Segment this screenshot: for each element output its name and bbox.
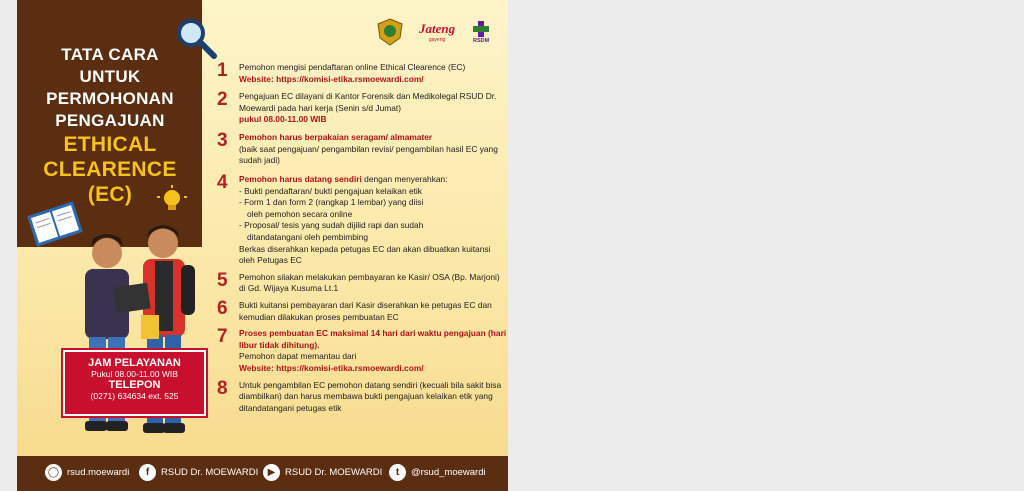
step-text: Pengajuan EC dilayani di Kantor Forensik dan Medikolegal RSUD Dr. Moewardi pada hari kerja (Senin s/d Jumat): [239, 91, 497, 113]
facebook-icon: f: [139, 464, 156, 481]
step-text-cont: dengan menyerahkan:: [361, 174, 448, 184]
step-5: [217, 269, 507, 295]
step-2: [217, 91, 507, 127]
lightbulb-icon: [157, 185, 187, 215]
rsdm-logo: [471, 20, 491, 44]
central-java-emblem-icon: [377, 18, 403, 46]
step-hours: pukul 08.00-11.00 WIB: [239, 114, 327, 125]
magnifier-icon: [174, 16, 218, 60]
step-number: 8: [217, 377, 228, 399]
step-text: Pemohon silakan melakukan pembayaran ke Kasir/ OSA (Bp. Marjoni) di Gd. Wijaya Kusuma Lt.1: [239, 271, 500, 294]
title-line: UNTUK: [79, 67, 141, 86]
title-accent: ETHICAL: [63, 133, 157, 156]
title-line: PERMOHONAN: [46, 89, 174, 108]
steps-list: [217, 62, 507, 414]
step-text: Bukti kuitansi pembayaran dari Kasir diserahkan ke petugas EC dan kemudian dilakukan proses pembuatan EC: [239, 299, 492, 322]
step-8: [217, 377, 507, 415]
step-website: Website: https://komisi-etika.rsmoewardi.com/: [239, 362, 424, 373]
step-number: 6: [217, 297, 228, 319]
step-text: Pemohon mengisi pendaftaran online Ethical Clearence (EC): [239, 62, 466, 72]
step-note: (baik saat pengajuan/ pengambilan revisi/ pengambilan hasil EC yang sudah jadi): [239, 143, 498, 166]
step-4: [217, 174, 507, 267]
phone-value: (0271) 634634 ext. 525: [90, 391, 179, 401]
social-footer: [17, 456, 508, 491]
step-number: 7: [217, 326, 228, 348]
step-7: [217, 328, 507, 374]
poster: [17, 0, 508, 491]
youtube-icon: ▶: [263, 464, 280, 481]
requirement-item: - Proposal/ tesis yang sudah dijilid rapi dan sudah: [239, 220, 424, 231]
step-note: Pemohon dapat memantau dari: [239, 351, 357, 362]
step-text: Pemohon harus berpakaian seragam/ almamater: [239, 132, 433, 142]
requirement-item-cont: oleh pemohon secara online: [247, 208, 353, 219]
requirement-item: - Form 1 dan form 2 (rangkap 1 lembar) yang diisi: [239, 197, 424, 208]
step-number: 2: [217, 89, 228, 110]
jateng-logo-subtext: gayeng: [428, 37, 446, 43]
instagram-handle: rsud.moewardi: [67, 467, 130, 478]
requirement-item-cont: ditandatangani oleh pembimbing: [247, 231, 369, 242]
facebook-handle: RSUD Dr. MOEWARDI: [161, 467, 259, 478]
title-line: TATA CARA: [61, 45, 159, 64]
step-note: Berkas diserahkan kepada petugas EC dan akan dibuatkan kuitansi oleh Petugas EC: [239, 243, 491, 266]
step-6: [217, 297, 507, 323]
requirement-item: - Bukti pendaftaran/ bukti pengajuan kelaikan etik: [239, 185, 422, 196]
twitter-link[interactable]: [389, 464, 486, 481]
step-number: 1: [217, 60, 228, 81]
service-info-box: [63, 350, 206, 416]
phone-heading: TELEPON: [108, 379, 161, 391]
step-number: 4: [217, 172, 228, 193]
twitter-handle: @rsud_moewardi: [411, 467, 486, 478]
jateng-logo-text: Jateng: [419, 21, 456, 36]
step-text: Pemohon harus datang sendiri: [239, 174, 362, 184]
step-text: Untuk pengambilan EC pemohon datang sendiri (kecuali bila sakit bisa diambilkan) dan harus membawa bukti pengajuan kelaikan etik yang ditandatangani petugas etik: [239, 379, 502, 413]
rsdm-cross-icon: [471, 20, 491, 38]
step-number: 3: [217, 130, 228, 151]
title-line: PENGAJUAN: [55, 111, 165, 130]
step-website: Website: https://komisi-etika.rsmoewardi.com/: [239, 73, 424, 84]
step-3: [217, 132, 507, 168]
logo-bar: [377, 18, 491, 46]
service-hours-heading: JAM PELAYANAN: [88, 357, 181, 369]
service-hours-value: Pukul 08.00-11.00 WIB: [91, 369, 178, 379]
rsdm-logo-text: RSDM: [473, 38, 490, 44]
instagram-icon: ◯: [45, 464, 62, 481]
facebook-link[interactable]: [139, 464, 258, 481]
step-text: Proses pembuatan EC maksimal 14 hari dari waktu pengajuan (hari libur tidak dihitung).: [239, 328, 507, 350]
step-1: [217, 62, 507, 86]
jateng-logo: [419, 21, 455, 43]
title-accent: CLEARENCE: [43, 158, 177, 181]
youtube-link[interactable]: [263, 464, 382, 481]
twitter-icon: t: [389, 464, 406, 481]
instagram-link[interactable]: [45, 464, 129, 481]
step-number: 5: [217, 269, 228, 291]
title-accent: (EC): [87, 183, 133, 206]
youtube-handle: RSUD Dr. MOEWARDI: [285, 467, 383, 478]
poster-title: [25, 44, 195, 207]
